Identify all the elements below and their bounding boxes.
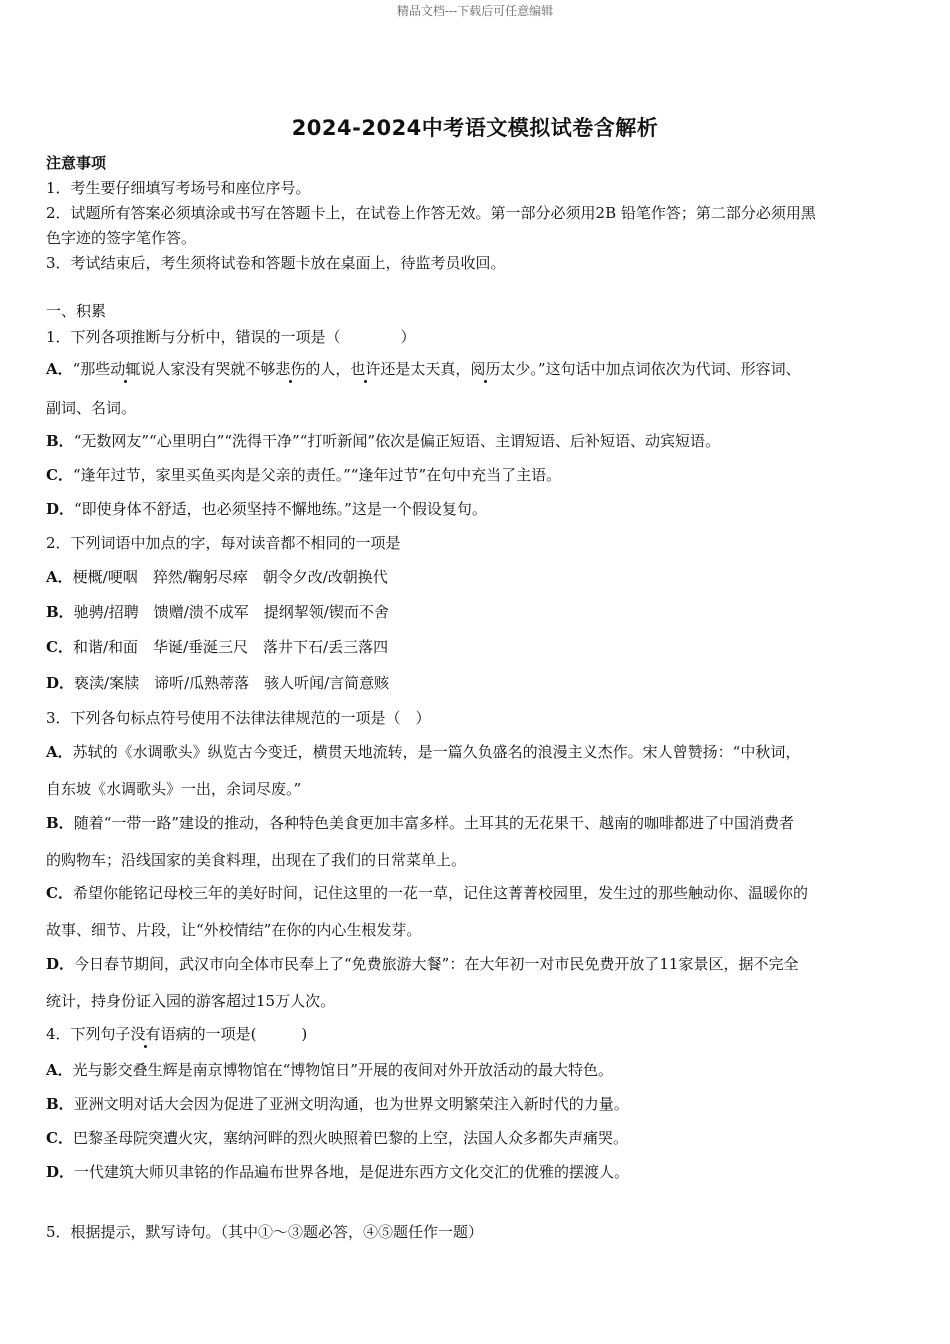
option-text: “逢年过节，家里买鱼买肉是父亲的责任。”“逢年过节”在句中充当了主语。: [72, 466, 562, 484]
question-3-option-b: [46, 812, 794, 833]
option-text: 苏轼的《水调歌头》纵览古今变迁，横贯天地流转，是一篇久负盛名的浪漫主义杰作。宋人曾赞扬：“中秋词，: [72, 743, 801, 761]
option-label: B．: [46, 603, 74, 621]
question-3-option-d: [46, 953, 798, 974]
question-3-option-c-cont: 故事、细节、片段，让“外校情结”在你的内心生根发芽。: [46, 921, 422, 939]
question-3-stem: 3．下列各句标点符号使用不法律法律规范的一项是（ ）: [46, 709, 431, 727]
dotted-word: 悲伤: [275, 360, 306, 378]
dotted-word: 动辄: [110, 360, 141, 378]
option-text: 今日春节期间，武汉市向全体市民奉上了“免费旅游大餐”：在大年初一对市民免费开放了11家景区，据不完全: [74, 955, 799, 973]
option-label: B．: [46, 814, 74, 832]
option-label: C．: [46, 466, 73, 484]
option-label: C．: [46, 884, 73, 902]
notice-heading: 注意事项: [46, 154, 107, 172]
question-3-option-a: [46, 741, 800, 762]
question-1-option-c: [46, 464, 561, 485]
question-3-option-d-cont: 统计，持身份证入园的游客超过15万人次。: [46, 992, 336, 1010]
option-label: A．: [46, 360, 73, 378]
question-2-stem: 2．下列词语中加点的字，每对读音都不相同的一项是: [46, 534, 401, 552]
question-4-stem: [46, 1023, 307, 1044]
option-text: 和谐/和面 华诞/垂涎三尺 落井下石/丢三落四: [72, 638, 389, 656]
option-text: 巴黎圣母院突遭火灾，塞纳河畔的烈火映照着巴黎的上空，法国人众多都失声痛哭。: [72, 1129, 628, 1147]
question-4-option-d: [46, 1161, 629, 1182]
option-text: 希望你能铭记母校三年的美好时间，记住这里的一花一草，记住这菁菁校园里，发生过的那些触动你、温暖你的: [72, 884, 808, 902]
question-2-option-d: [46, 672, 389, 693]
option-label: A．: [46, 1061, 73, 1079]
question-1-option-b: [46, 430, 720, 451]
notice-item-2-cont: 色字迹的签字笔作答。: [46, 229, 197, 247]
option-label: B．: [46, 432, 74, 450]
option-text: 亚洲文明对话大会因为促进了亚洲文明沟通，也为世界文明繁荣注入新时代的力量。: [73, 1095, 629, 1113]
option-label: D．: [46, 1163, 75, 1181]
question-2-option-a: [46, 566, 388, 587]
option-text: 驰骋/招聘 馈赠/溃不成军 提纲挈领/锲而不舍: [73, 603, 389, 621]
section-heading: 一、积累: [46, 302, 107, 320]
notice-item-2: 2．试题所有答案必须填涂或书写在答题卡上，在试卷上作答无效。第一部分必须用2B 铅笔作答；第二部分必须用黑: [46, 204, 816, 222]
option-label: C．: [46, 1129, 73, 1147]
option-text: “无数网友”“心里明白”“洗得干净”“打听新闻”依次是偏正短语、主谓短语、后补短语、动宾短语。: [73, 432, 721, 450]
option-text: 亵渎/案牍 谛听/瓜熟蒂落 骇人听闻/言简意赅: [74, 674, 390, 692]
option-label: D．: [46, 674, 75, 692]
question-1-option-d: [46, 498, 487, 519]
option-text: 太少。”这句话中加点词依次为代词、形容词、: [500, 360, 801, 378]
question-4-option-c: [46, 1127, 628, 1148]
option-text: 的人，: [305, 360, 351, 378]
stem-text: 语病的一项是( ): [160, 1025, 308, 1043]
option-text: 梗概/哽咽 猝然/鞠躬尽瘁 朝令夕改/改朝换代: [72, 568, 388, 586]
question-1-option-a-cont: 副词、名词。: [46, 399, 137, 417]
question-5-stem: 5．根据提示，默写诗句。（其中①～③题必答，④⑤题任作一题）: [46, 1223, 484, 1241]
question-3-option-c: [46, 882, 808, 903]
question-1-stem: 1．下列各项推断与分析中，错误的一项是（ ）: [46, 328, 416, 346]
option-label: C．: [46, 638, 73, 656]
option-text: 光与影交叠生辉是南京博物馆在“博物馆日”开展的夜间对外开放活动的最大特色。: [72, 1061, 613, 1079]
question-1-option-a: [46, 358, 801, 379]
question-2-option-c: [46, 636, 388, 657]
option-text: “即使身体不舒适，也必须坚持不懈地练。”这是一个假设复句。: [74, 500, 487, 518]
option-text: “那些: [72, 360, 111, 378]
question-4-option-b: [46, 1093, 629, 1114]
option-label: D．: [46, 500, 75, 518]
stem-text: 4．下列句子: [46, 1025, 131, 1043]
option-text: 说人家没有哭就不够: [140, 360, 276, 378]
option-text: 一代建筑大师贝聿铭的作品遍布世界各地，是促进东西方文化交汇的优雅的摆渡人。: [74, 1163, 630, 1181]
option-label: A．: [46, 743, 73, 761]
notice-item-1: 1．考生要仔细填写考场号和座位序号。: [46, 179, 311, 197]
option-label: D．: [46, 955, 75, 973]
dotted-word: 也许: [350, 360, 381, 378]
question-3-option-b-cont: 的购物车；沿线国家的美食料理，出现在了我们的日常菜单上。: [46, 851, 467, 869]
question-2-option-b: [46, 601, 389, 622]
option-label: A．: [46, 568, 73, 586]
question-3-option-a-cont: 自东坡《水调歌头》一出，余词尽废。”: [46, 780, 302, 798]
document-title: 2024-2024中考语文模拟试卷含解析: [291, 116, 659, 140]
option-text: 还是太天真，: [380, 360, 471, 378]
page-header-note: 精品文档---下载后可任意编辑: [396, 4, 554, 18]
dotted-word: 阅历: [470, 360, 501, 378]
option-text: 随着“一带一路”建设的推动，各种特色美食更加丰富多样。土耳其的无花果干、越南的咖啡都进了中国消费者: [73, 814, 795, 832]
notice-item-3: 3．考试结束后，考生须将试卷和答题卡放在桌面上，待监考员收回。: [46, 254, 506, 272]
dotted-word: 没有: [130, 1025, 161, 1043]
option-label: B．: [46, 1095, 74, 1113]
question-4-option-a: [46, 1059, 613, 1080]
